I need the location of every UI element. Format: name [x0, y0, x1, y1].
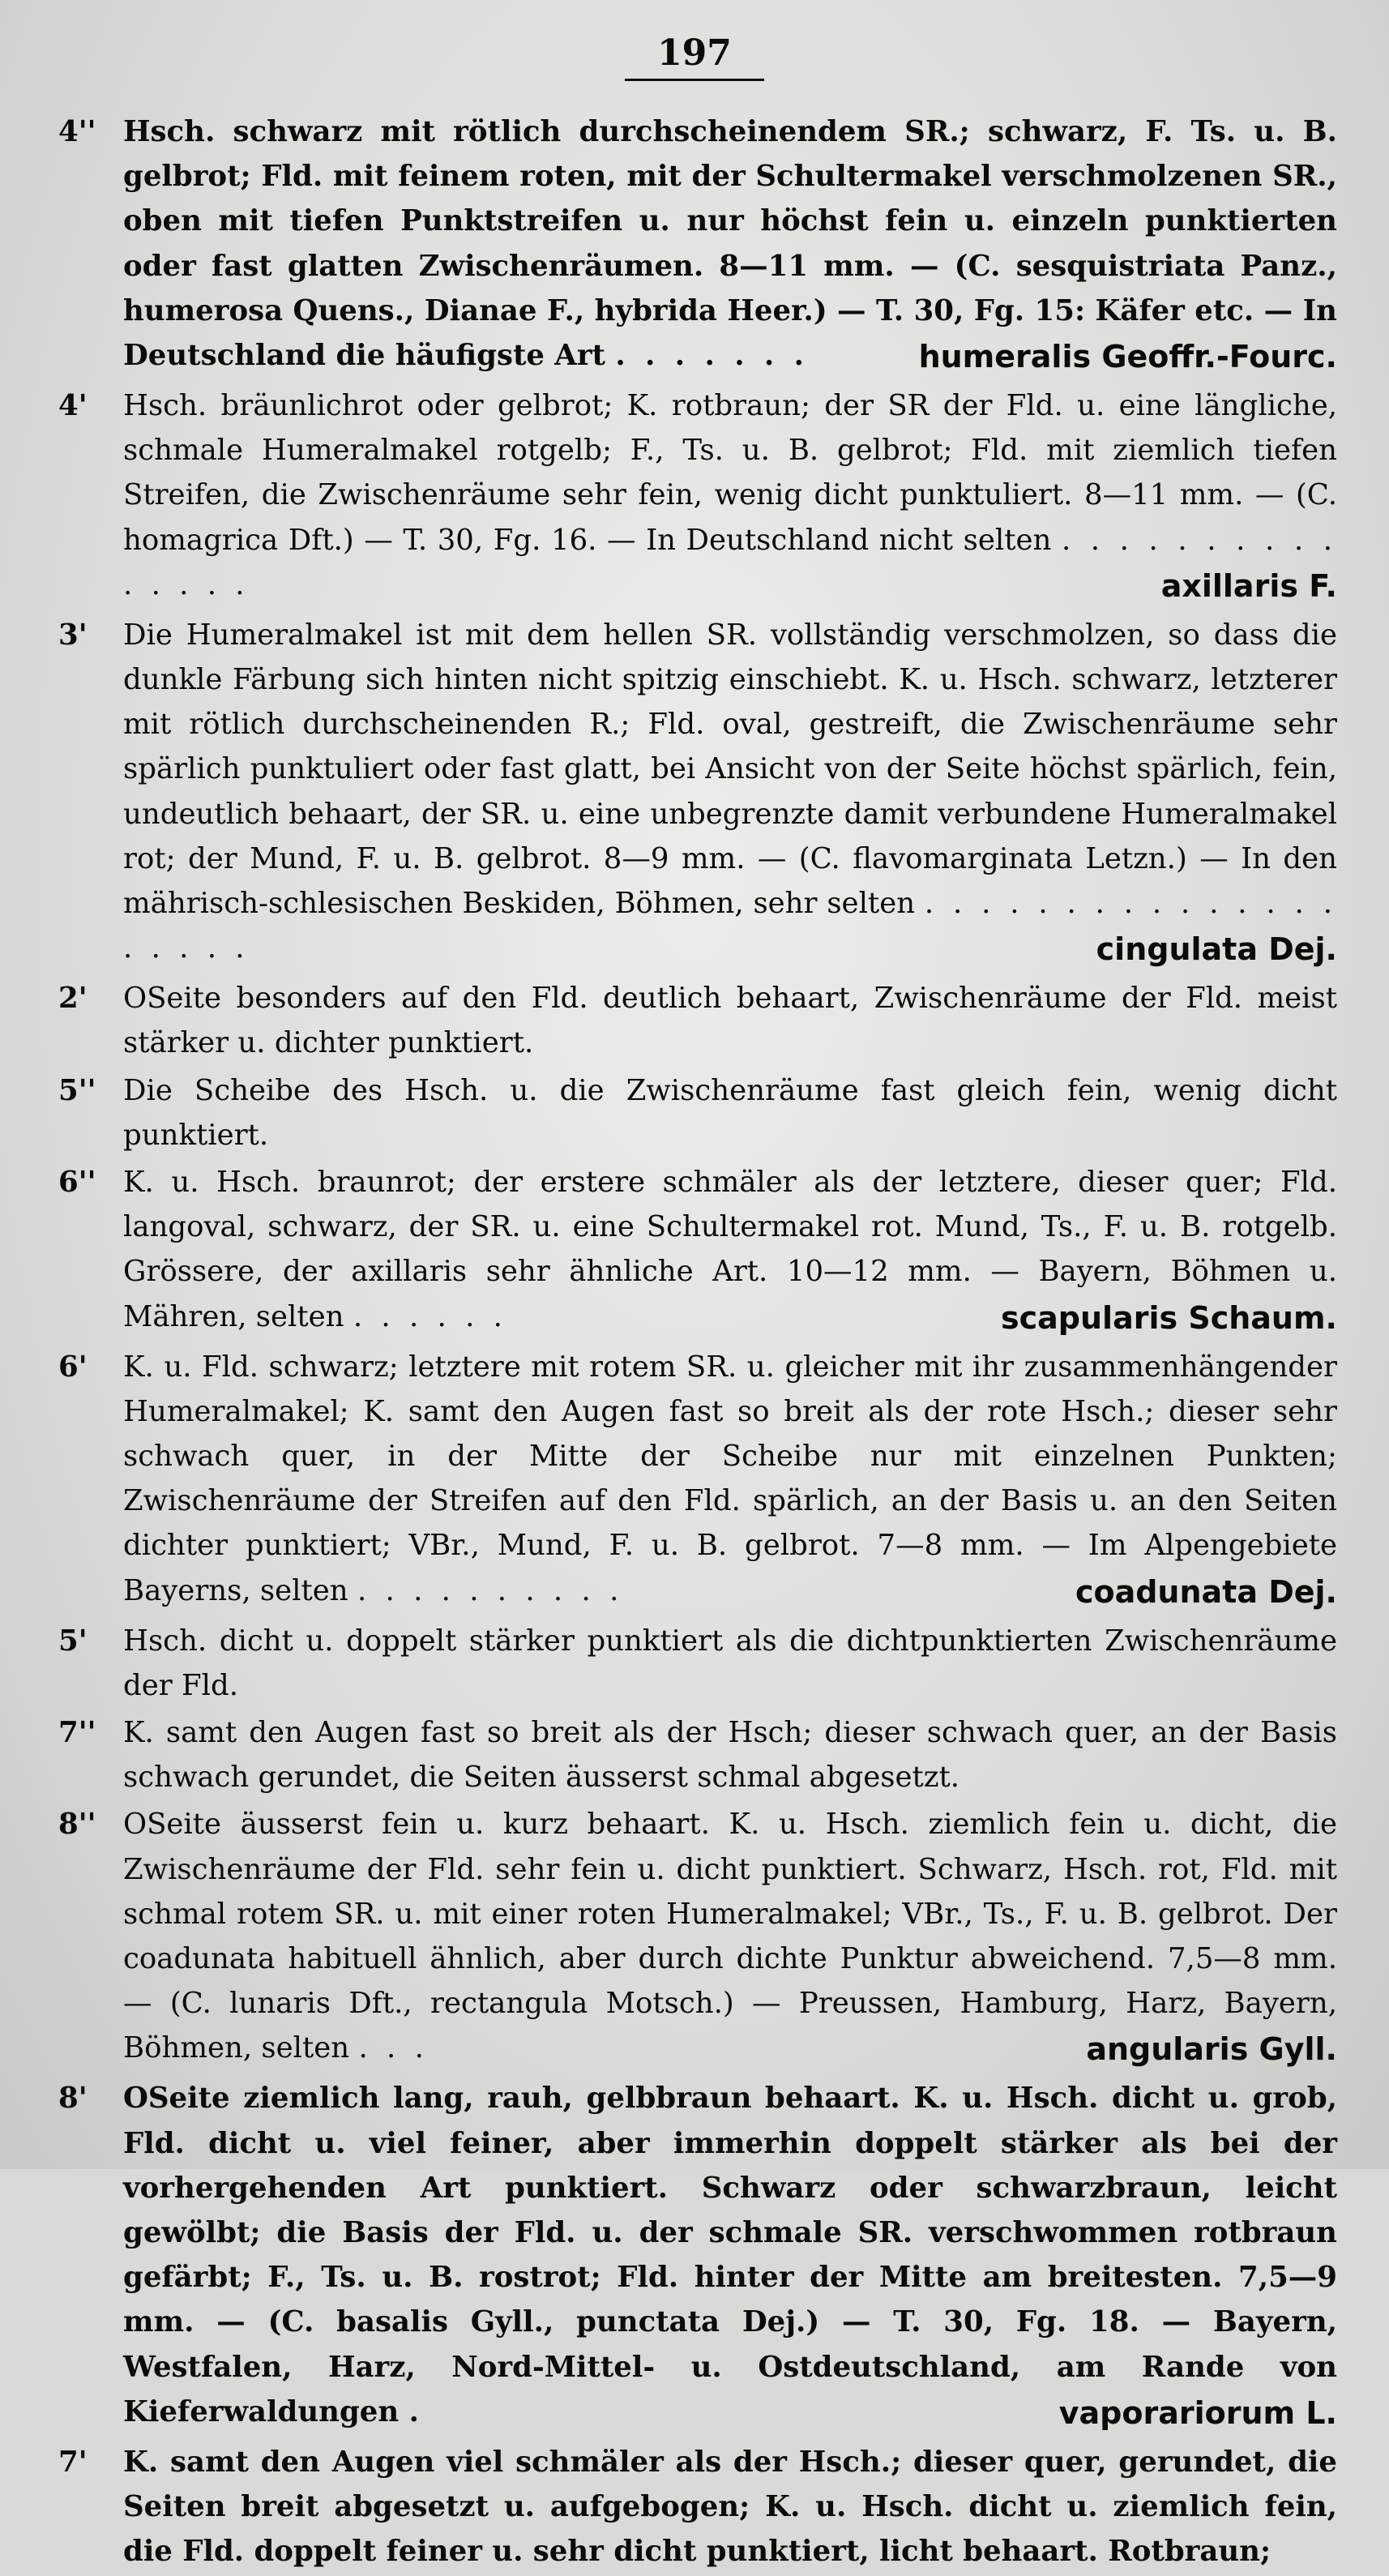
- key-entry: [58, 976, 1337, 1065]
- key-entry: [58, 2076, 1337, 2437]
- species-name: coadunata Dej.: [1075, 1573, 1337, 1610]
- key-entry: [58, 1619, 1337, 1708]
- leader-dots: . . . . . .: [353, 1299, 507, 1333]
- key-entry: [58, 613, 1337, 973]
- species-name: axillaris F.: [1160, 567, 1337, 604]
- entry-number: 2': [58, 982, 88, 1016]
- key-entry: [58, 1710, 1337, 1799]
- entry-text: K. samt den Augen viel schmäler als der Hsch.; dieser quer, gerundet, die Seiten breit abgesetzt u. aufgebogen; K. u. Hsch. dicht u. ziemlich fein, die Fld. doppelt feiner u. sehr dicht punktiert, licht behaart. Rotbraun;: [123, 2445, 1337, 2569]
- entry-text: Hsch. dicht u. doppelt stärker punktiert als die dichtpunktierten Zwischenräume der Fld.: [123, 1624, 1337, 1702]
- key-entry: [58, 109, 1337, 381]
- entry-text: OSeite äusserst fein u. kurz behaart. K. u. Hsch. ziemlich fein u. dicht, die Zwischenräume der Fld. sehr fein u. dicht punktiert. Schwarz, Hsch. rot, Fld. mit schmal rotem SR. u. mit einer roten Humeralmakel; VBr., Ts., F. u. B. gelbrot. Der coadunata habituell ähnlich, aber durch dichte Punktur abweichend. 7,5—8 mm. — (C. lunaris Dft., rectangula Motsch.) — Preussen, Hamburg, Harz, Bayern, Böhmen, selten: [123, 1808, 1337, 2065]
- key-entry: [58, 1802, 1337, 2073]
- entry-number: 8'': [58, 1808, 96, 1842]
- leader-dots: .: [408, 2394, 424, 2428]
- species-name: humeralis Geoffr.-Fourc.: [918, 338, 1337, 374]
- entry-text: OSeite besonders auf den Fld. deutlich behaart, Zwischenräume der Fld. meist stärker u. dichter punktiert.: [123, 982, 1337, 1060]
- entry-number: 4'': [58, 115, 96, 148]
- key-entry: [58, 1068, 1337, 1157]
- entry-number: 7'': [58, 1716, 96, 1750]
- entry-text: Die Scheibe des Hsch. u. die Zwischenräume fast gleich fein, wenig dicht punktiert.: [123, 1073, 1337, 1152]
- entry-text: K. u. Hsch. braunrot; der erstere schmäler als der letztere, dieser quer; Fld. langoval, schwarz, der SR. u. eine Schultermakel rot. Mund, Ts., F. u. B. rotgelb. Grössere, der axillaris sehr ähnliche Art. 10—12 mm. — Bayern, Böhmen u. Mähren, selten: [123, 1165, 1337, 1333]
- entry-number: 4': [58, 389, 88, 423]
- entry-number: 7': [58, 2445, 88, 2479]
- key-entry: [58, 1345, 1337, 1616]
- key-entry: [58, 383, 1337, 610]
- entry-number: 3': [58, 618, 88, 652]
- species-name: vaporariorum L.: [1058, 2394, 1337, 2431]
- entry-text: Hsch. schwarz mit rötlich durchscheinendem SR.; schwarz, F. Ts. u. B. gelbrot; Fld. mit feinem roten, mit der Schultermakel verschmolzenen SR., oben mit tiefen Punktstreifen u. nur höchst fein u. einzeln punktierten oder fast glatten Zwischenräumen. 8—11 mm. — (C. sesquistriata Panz., humerosa Quens., Dianae F., hybrida Heer.) — T. 30, Fg. 15: Käfer etc. — In Deutschland die häufigste Art: [123, 115, 1337, 372]
- leader-dots: . . . . . . . . . . . . . . .: [123, 523, 1337, 601]
- entry-text: Die Humeralmakel ist mit dem hellen SR. vollständig verschmolzen, so dass die dunkle Färbung sich hinten nicht spitzig einschiebt. K. u. Hsch. schwarz, letzterer mit rötlich durchscheinenden R.; Fld. oval, gestreift, die Zwischenräume sehr spärlich punktuliert oder fast glatt, bei Ansicht von der Seite höchst spärlich, fein, undeutlich behaart, der SR. u. eine unbegrenzte damit verbundene Humeralmakel rot; der Mund, F. u. B. gelbrot. 8—9 mm. — (C. flavomarginata Letzn.) — In den mährisch-schlesischen Beskiden, Böhmen, sehr selten: [123, 618, 1337, 920]
- leader-dots: . . . . . . .: [615, 338, 809, 372]
- key-entry: [58, 1160, 1337, 1342]
- leader-dots: . . .: [358, 2031, 429, 2065]
- entry-number: 5'': [58, 1073, 96, 1107]
- species-name: cingulata Dej.: [1096, 931, 1337, 968]
- key-entry: [58, 2440, 1337, 2574]
- entry-text: K. u. Fld. schwarz; letztere mit rotem SR. u. gleicher mit ihr zusammenhängender Humeralmakel; K. samt den Augen fast so breit als der rote Hsch.; dieser sehr schwach quer, in der Mitte der Scheibe nur mit einzelnen Punkten; Zwischenräume der Streifen auf den Fld. spärlich, an der Basis u. an den Seiten dichter punktiert; VBr., Mund, F. u. B. gelbrot. 7—8 mm. — Im Alpengebiete Bayerns, selten: [123, 1350, 1337, 1607]
- page-number: 197: [0, 32, 1389, 81]
- entry-number: 6'': [58, 1165, 96, 1199]
- species-name: scapularis Schaum.: [1001, 1299, 1337, 1336]
- entry-number: 8': [58, 2082, 88, 2116]
- entry-number: 5': [58, 1624, 88, 1658]
- entry-number: 6': [58, 1350, 88, 1384]
- entry-text: K. samt den Augen fast so breit als der Hsch; dieser schwach quer, an der Basis schwach gerundet, die Seiten äusserst schmal abgesetzt.: [123, 1716, 1337, 1795]
- identification-key: [58, 109, 1337, 2576]
- entry-text: OSeite ziemlich lang, rauh, gelbbraun behaart. K. u. Hsch. dicht u. grob, Fld. dicht u. viel feiner, aber immerhin doppelt stärker als bei der vorhergehenden Art punktiert. Schwarz oder schwarzbraun, leicht gewölbt; die Basis der Fld. u. der schmale SR. verschwommen rotbraun gefärbt; F., Ts. u. B. rostrot; Fld. hinter der Mitte am breitesten. 7,5—9 mm. — (C. basalis Gyll., punctata Dej.) — T. 30, Fg. 18. — Bayern, Westfalen, Harz, Nord-Mittel- u. Ostdeutschland, am Rande von Kieferwaldungen: [123, 2082, 1337, 2428]
- species-name: angularis Gyll.: [1086, 2031, 1337, 2068]
- entry-text: Hsch. bräunlichrot oder gelbrot; K. rotbraun; der SR der Fld. u. eine längliche, schmale Humeralmakel rotgelb; F., Ts. u. B. gelbrot; Fld. mit ziemlich tiefen Streifen, die Zwischenräume sehr fein, wenig dicht punktuliert. 8—11 mm. — (C. homagrica Dft.) — T. 30, Fg. 16. — In Deutschland nicht selten: [123, 389, 1337, 557]
- leader-dots: . . . . . . . . . . . . . . . . . . . .: [123, 886, 1337, 965]
- leader-dots: . . . . . . . . . .: [357, 1573, 624, 1607]
